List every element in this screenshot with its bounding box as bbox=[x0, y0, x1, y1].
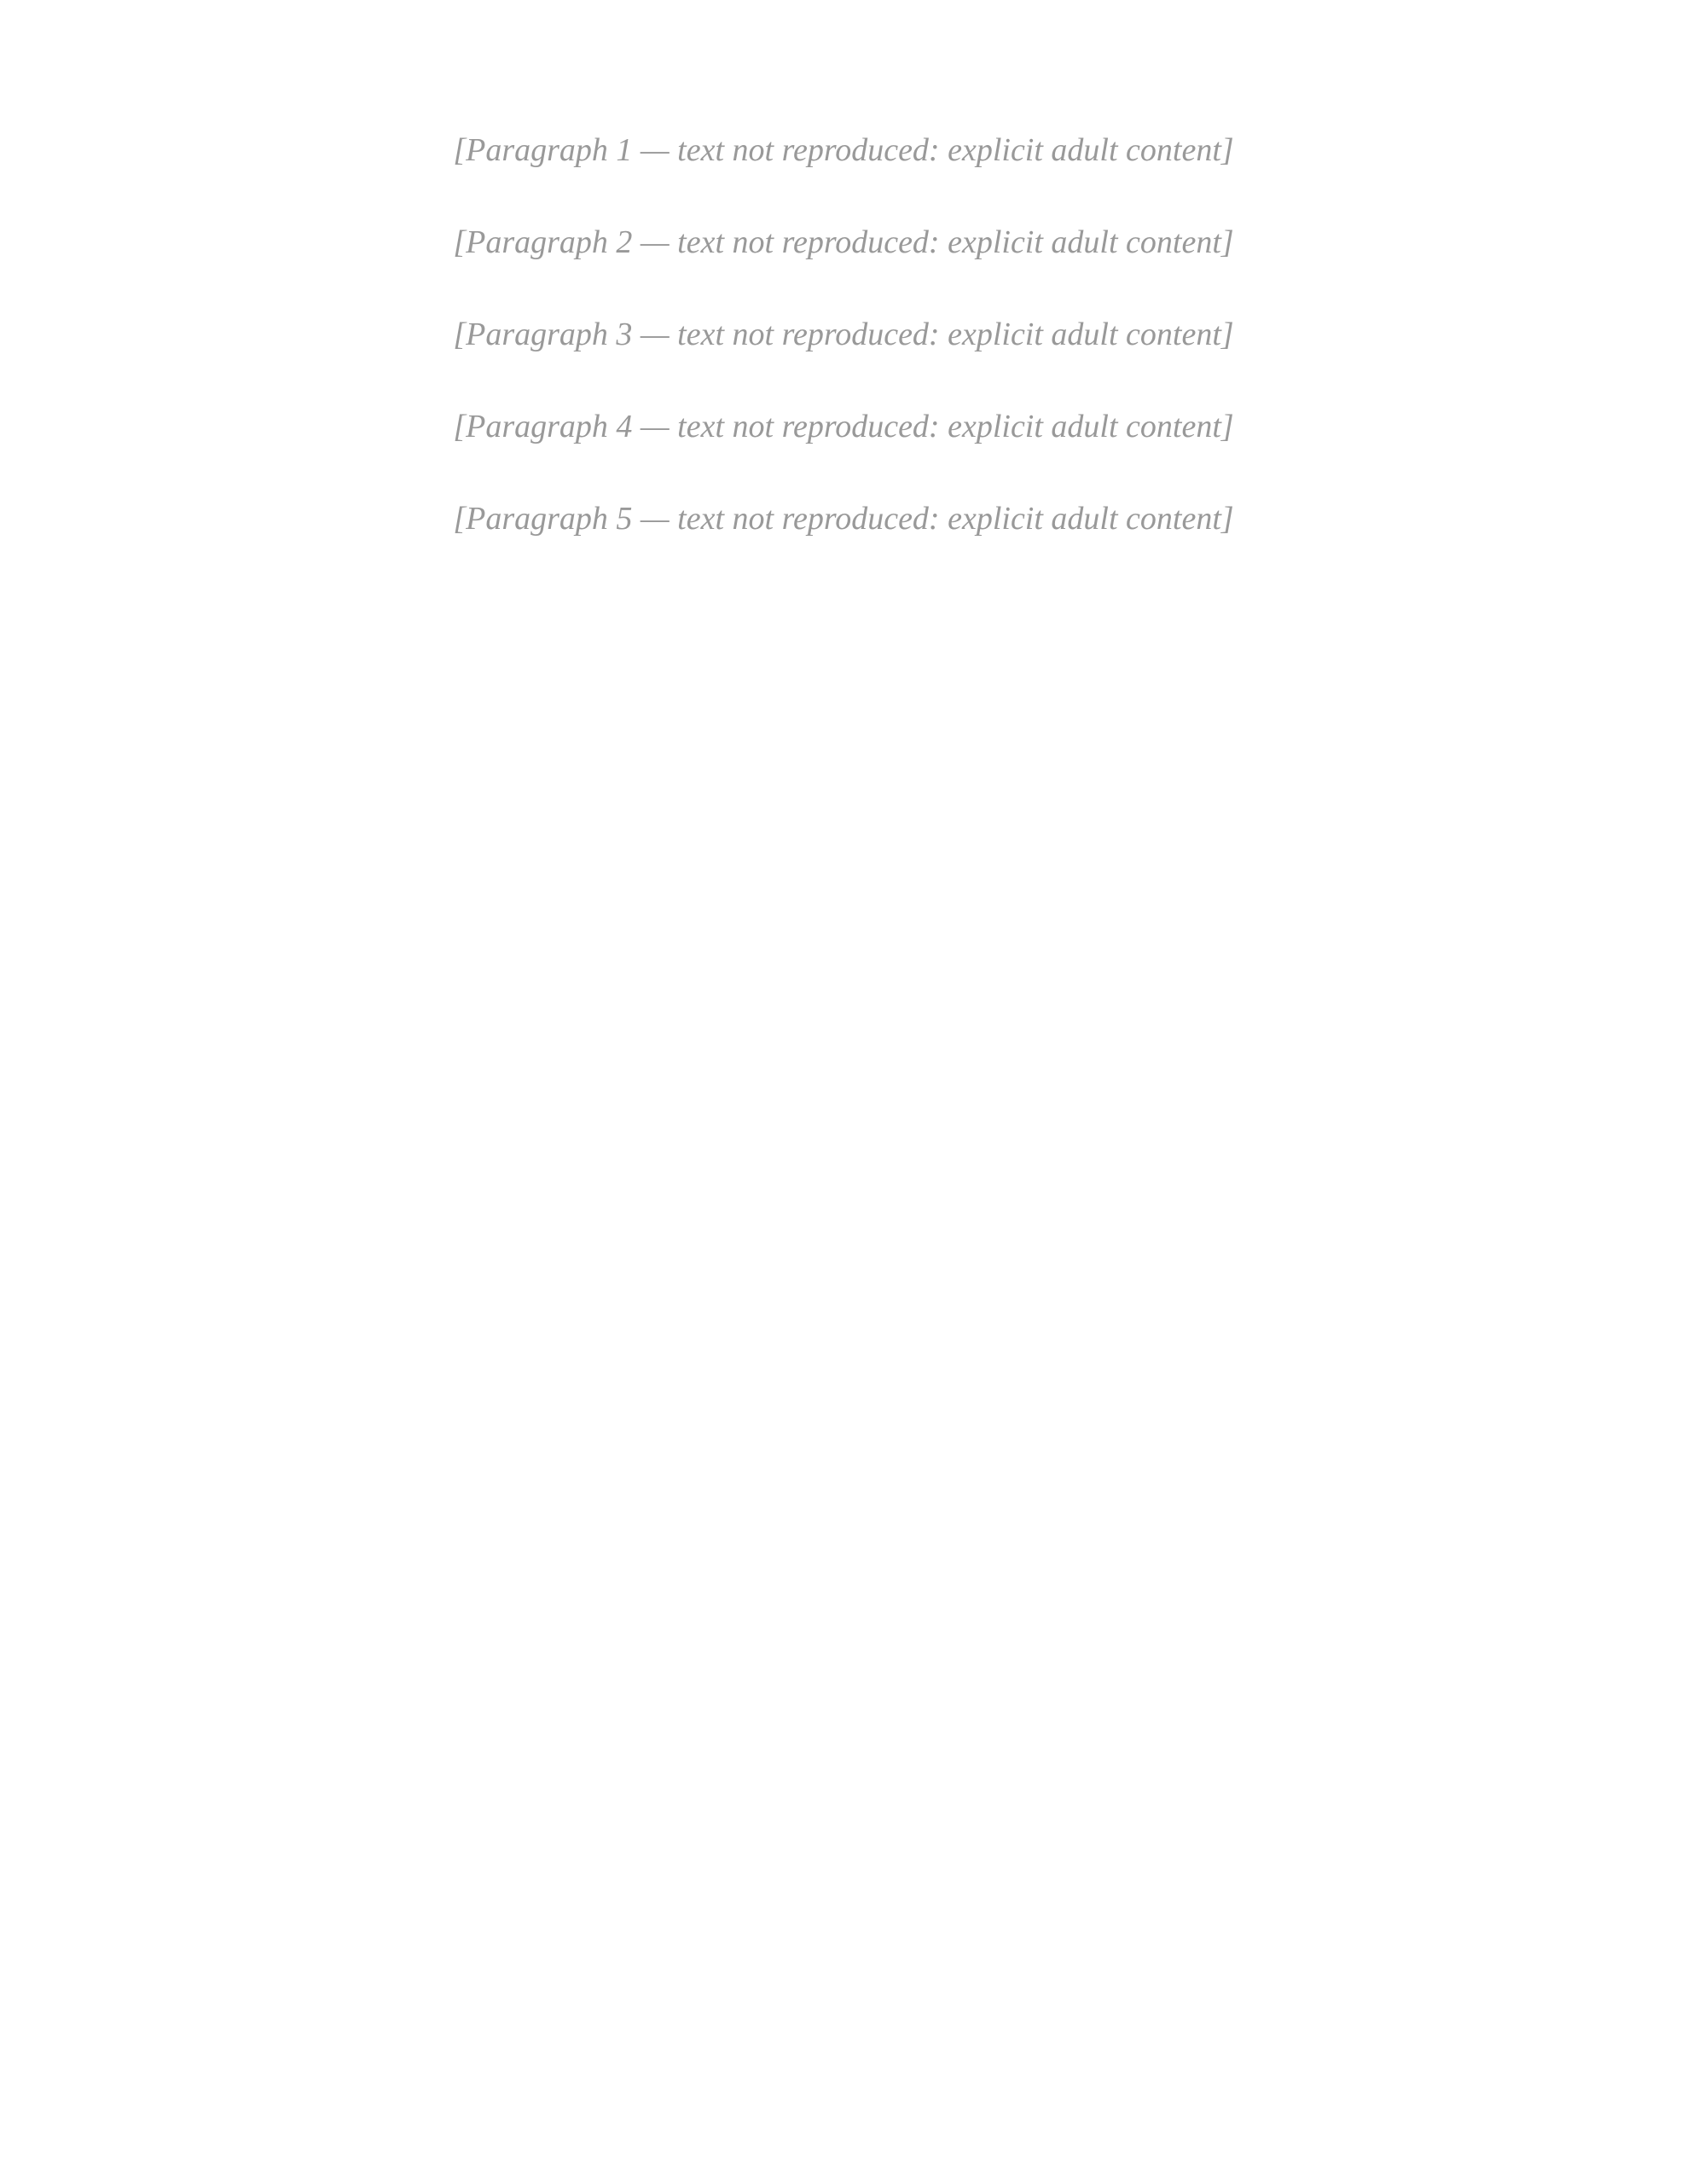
prose-body bbox=[204, 128, 1483, 543]
paragraph: [Paragraph 3 — text not reproduced: explicit adult content] bbox=[453, 316, 1234, 352]
paragraph: [Paragraph 2 — text not reproduced: explicit adult content] bbox=[453, 224, 1234, 260]
paragraph: [Paragraph 1 — text not reproduced: explicit adult content] bbox=[453, 132, 1234, 168]
paragraph: [Paragraph 5 — text not reproduced: explicit adult content] bbox=[453, 500, 1234, 537]
paragraph: [Paragraph 4 — text not reproduced: explicit adult content] bbox=[453, 408, 1234, 444]
